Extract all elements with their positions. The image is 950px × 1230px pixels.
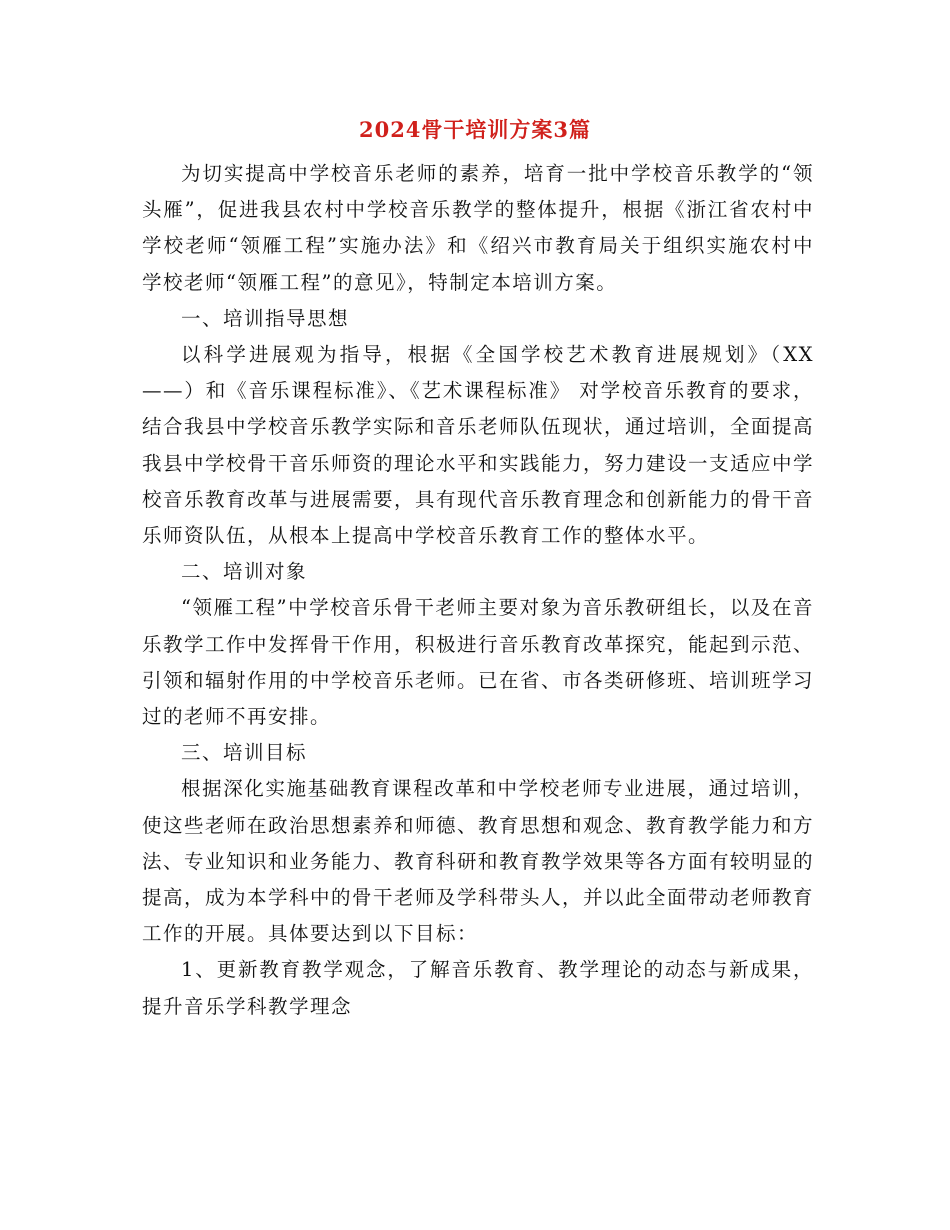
training-targets-paragraph: “领雁工程”中学校音乐骨干老师主要对象为音乐教研组长，以及在音乐教学工作中发挥骨干作用，积极进行音乐教育改革探究，能起到示范、引领和辐射作用的中学校音乐老师。已在省、市各类研修班、培训班学习过的老师不再安排。 [142,596,815,729]
document-body [142,156,814,1025]
section-heading-guiding-ideology: 一、培训指导思想 [181,306,350,330]
intro-paragraph: 为切实提高中学校音乐老师的素养，培育一批中学校音乐教学的“领头雁”，促进我县农村中学校音乐教学的整体提升，根据《浙江省农村中学校老师“领雁工程”实施办法》和《绍兴市教育局关于组织实施农村中学校老师“领雁工程”的意见》，特制定本培训方案。 [142,162,814,294]
training-goals-paragraph: 根据深化实施基础教育课程改革和中学校老师专业进展，通过培训，使这些老师在政治思想素养和师德、教育思想和观念、教育教学能力和方法、专业知识和业务能力、教育科研和教育教学效果等各方面有较明显的提高，成为本学科中的骨干老师及学科带头人，并以此全面带动老师教育工作的开展。具体要达到以下目标： [142,777,815,946]
section-heading-training-targets: 二、培训对象 [181,560,308,584]
guiding-ideology-paragraph: 以科学进展观为指导，根据《全国学校艺术教育进展规划》（XX——）和《音乐课程标准》、《艺术课程标准》 对学校音乐教育的要求，结合我县中学校音乐教学实际和音乐老师队伍现状，通过培训，全面提高我县中学校骨干音乐师资的理论水平和实践能力，努力建设一支适应中学校音乐教育改革与进展需要，具有现代音乐教育理念和创新能力的骨干音乐师资队伍，从根本上提高中学校音乐教育工作的整体水平。 [142,343,815,548]
goal-item-1: 1、更新教育教学观念，了解音乐教育、教学理论的动态与新成果，提升音乐学科教学理念 [142,958,814,1018]
section-heading-training-goals: 三、培训目标 [181,741,308,765]
document-title: 2024骨干培训方案3篇 [358,117,592,142]
